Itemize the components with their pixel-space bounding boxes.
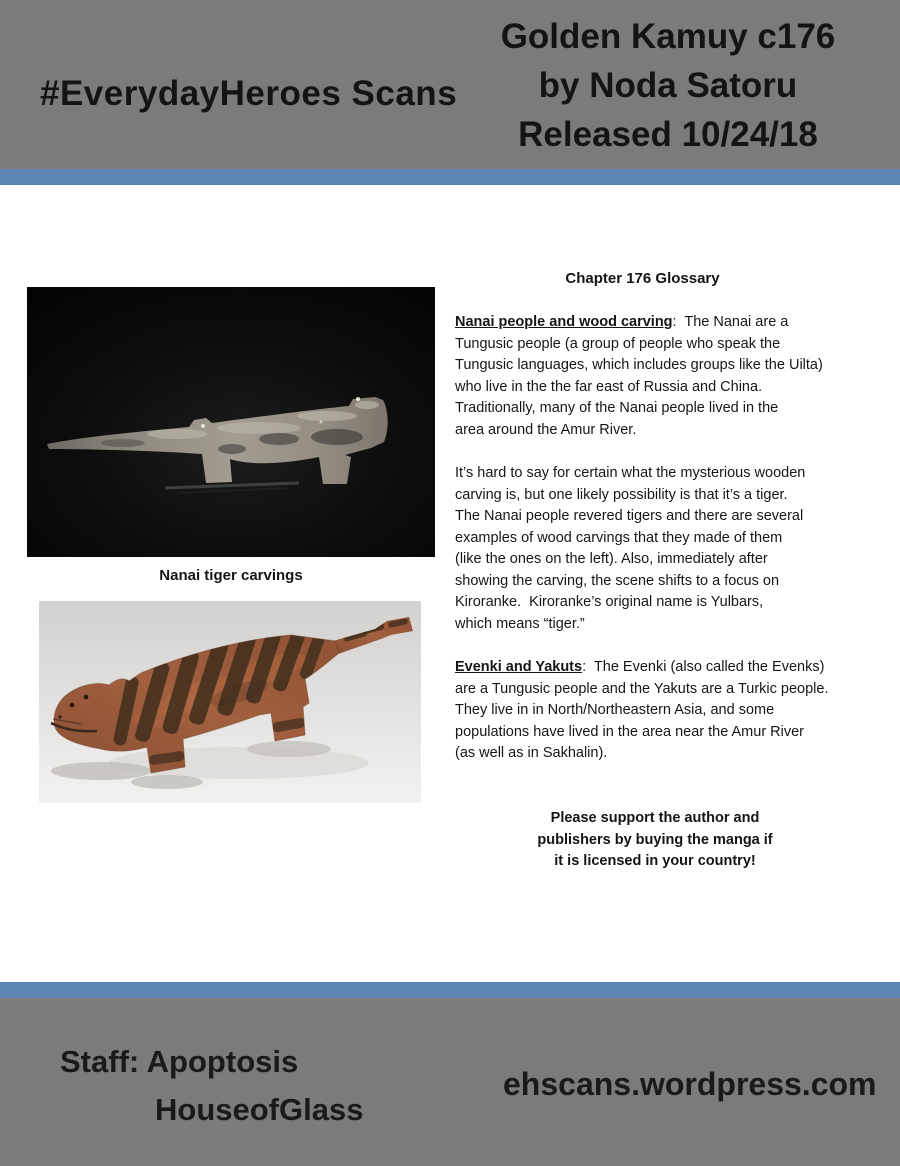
glossary-entry-nanai [455, 312, 823, 441]
support-line: publishers by buying the manga if [537, 831, 773, 848]
top-blue-stripe [0, 169, 900, 185]
glossary-line: Traditionally, many of the Nanai people lived in the [455, 400, 779, 416]
glossary-line: populations have lived in the area near the Amur River [455, 723, 805, 740]
glossary-line [455, 312, 823, 334]
glossary-line: They live in in North/Northeastern Asia, and some [455, 702, 775, 718]
glossary-line: area around the Amur River. [455, 421, 637, 438]
glossary-line: examples of wood carvings that they made of them [455, 529, 783, 546]
glossary-line: Tungusic people (a group of people who speak the [455, 335, 781, 352]
staff-credit-line2: HouseofGlass [155, 1092, 364, 1127]
tiger-carving-illustration [39, 601, 421, 803]
glossary-line: are a Tungusic people and the Yakuts are a Turkic people. [455, 680, 829, 697]
glossary-paragraph-tiger [455, 463, 805, 635]
manga-title: Golden Kamuy c176 [500, 17, 836, 56]
glossary-line: Tungusic languages, which includes groups like the Uilta) [455, 357, 823, 373]
glossary-line: (as well as in Sakhalin). [455, 745, 608, 761]
glossary-term: Evenki and Yakuts [455, 659, 583, 675]
glossary-entry-evenki [455, 657, 829, 765]
glossary-line [455, 657, 829, 679]
manga-author: by Noda Satoru [538, 66, 798, 105]
glossary-line: who live in the the far east of Russia and China. [455, 378, 763, 395]
glossary-heading: Chapter 176 Glossary [565, 270, 720, 287]
header-band [0, 0, 900, 169]
glossary-line: (like the ones on the left). Also, immediately after [455, 551, 768, 567]
glossary-line: showing the carving, the scene shifts to a focus on [455, 572, 780, 589]
glossary-term: Nanai people and wood carving [455, 314, 673, 330]
scan-group-name: #EverydayHeroes Scans [40, 74, 458, 113]
support-message [500, 808, 810, 873]
bottom-blue-stripe [0, 982, 900, 998]
photo-nanai-carving-dark [27, 287, 435, 557]
glossary-line: It’s hard to say for certain what the mysterious wooden [455, 465, 806, 481]
support-line: it is licensed in your country! [554, 853, 756, 869]
support-line: Please support the author and [550, 810, 760, 826]
release-date: Released 10/24/18 [518, 115, 818, 154]
release-title-block [468, 12, 868, 159]
wood-carving-illustration [27, 287, 435, 557]
website-url: ehscans.wordpress.com [503, 1066, 877, 1102]
glossary-line: carving is, but one likely possibility is that it’s a tiger. [455, 486, 788, 503]
glossary-text: : The Evenki (also called the Evenks) [582, 659, 825, 675]
photo-caption: Nanai tiger carvings [159, 567, 303, 584]
staff-credit-line1: Staff: Apoptosis [60, 1044, 299, 1079]
photo-nanai-tiger-carving [39, 601, 421, 803]
glossary-line: Kiroranke. Kiroranke’s original name is Yulbars, [455, 594, 764, 610]
glossary-line: which means “tiger.” [455, 615, 585, 632]
glossary-line: The Nanai people revered tigers and there are several [455, 508, 804, 524]
glossary-text: : The Nanai are a [672, 314, 789, 330]
